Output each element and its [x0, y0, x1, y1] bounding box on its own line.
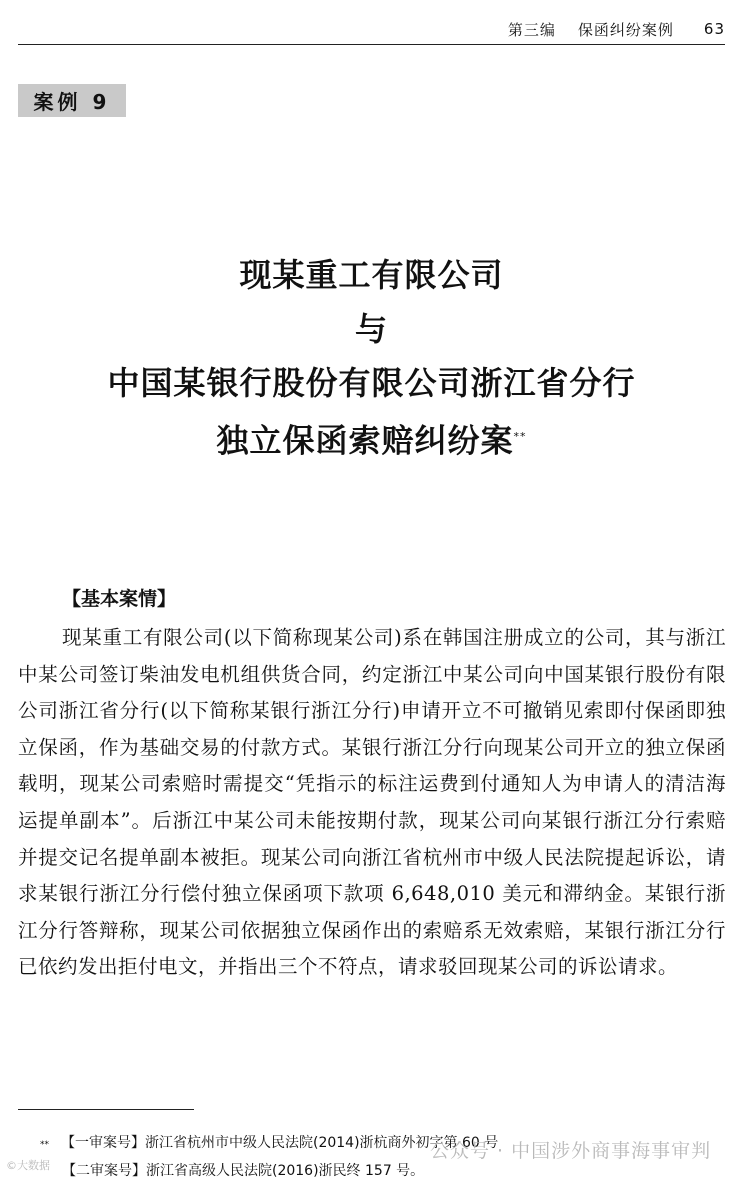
case-tag: 案例 9 [18, 84, 126, 117]
title-line-4-wrap [0, 410, 743, 468]
case-title [0, 248, 743, 468]
page-number: 63 [703, 20, 725, 38]
header-part: 第三编 [507, 20, 556, 39]
footnote-second-instance: 【二审案号】浙江省高级人民法院(2016)浙民终 157 号。 [62, 1163, 425, 1179]
header-chapter: 保函纠纷案例 [577, 20, 674, 39]
title-line-2: 与 [354, 310, 388, 348]
title-line-3: 中国某银行股份有限公司浙江省分行 [107, 364, 636, 402]
watermark-left: ©大数据 [6, 1159, 50, 1172]
footnote-divider [18, 1109, 194, 1110]
footnote-marker: ** [40, 1140, 49, 1150]
title-line-1: 现某重工有限公司 [239, 256, 504, 294]
footnote-first-instance: 【一审案号】浙江省杭州市中级人民法院(2014)浙杭商外初字第 60 号 [61, 1135, 499, 1151]
body-paragraph: 现某重工有限公司(以下简称现某公司)系在韩国注册成立的公司，其与浙江中某公司签订柴油发电机组供货合同，约定浙江中某公司向中国某银行股份有限公司浙江省分行(以下简称某银行浙江分行)申请开立不可撤销见索即付保函即独立保函，作为基础交易的付款方式。某银行浙江分行向现某公司开立的独立保函载明，现某公司索赔时需提交“凭指示的标注运费到付通知人为申请人的清洁海运提单副本”。后浙江中某公司未能按期付款，现某公司向某银行浙江分行索赔并提交记名提单副本被拒。现某公司向浙江省杭州市中级人民法院提起诉讼，请求某银行浙江分行偿付独立保函项下款项 6,648,010 美元和滞纳金。某银行浙江分行答辩称，现某公司依据独立保函作出的索赔系无效索赔，某银行浙江分行已依约发出拒付电文，并指出三个不符点，请求驳回现某公司的诉讼请求。 [18, 626, 726, 979]
watermark-right: 公众号 · 中国涉外商事海事审判 [430, 1140, 712, 1162]
title-footnote-marker: ** [513, 430, 527, 443]
section-heading: 【基本案情】 [62, 588, 177, 610]
title-line-4: 独立保函索赔纠纷案 [216, 421, 514, 460]
running-header [18, 14, 725, 45]
